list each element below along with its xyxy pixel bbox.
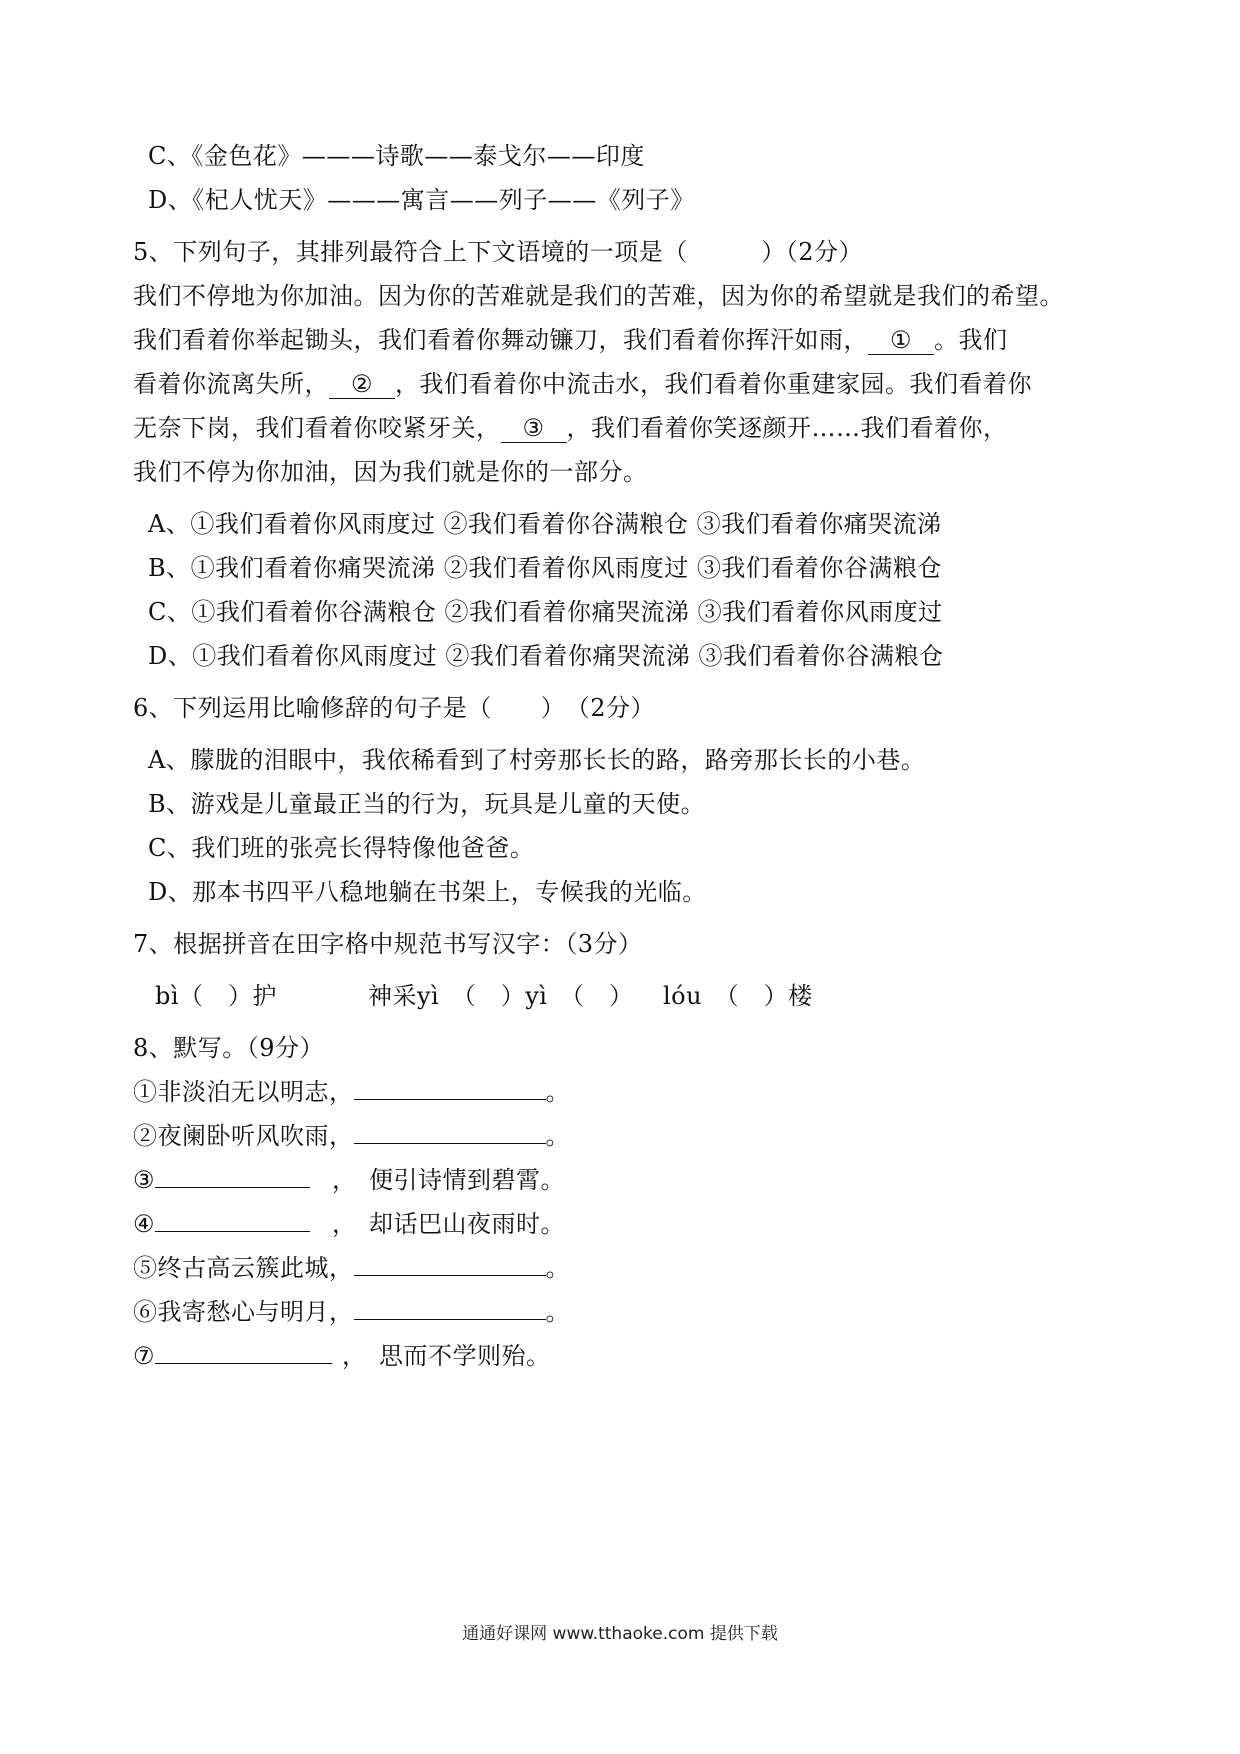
q5-stem: 5、下列句子，其排列最符合上下文语境的一项是（ ）（2分） xyxy=(133,238,864,266)
answer-blank-6[interactable] xyxy=(354,1297,546,1320)
q7-stem: 7、根据拼音在田字格中规范书写汉字：（3分） xyxy=(133,930,643,958)
poem-text: ②夜阑卧听风吹雨， xyxy=(133,1122,354,1150)
answer-blank-1[interactable] xyxy=(354,1077,546,1100)
q6-option-a[interactable]: A、朦胧的泪眼中，我依稀看到了村旁那长长的路，路旁那长长的小巷。 xyxy=(148,746,926,774)
q5-option-c[interactable]: C、①我们看着你谷满粮仓 ②我们看着你痛哭流涕 ③我们看着你风雨度过 xyxy=(148,598,943,626)
q5-passage-line-3 xyxy=(133,368,1032,400)
q8-stem: 8、默写。（9分） xyxy=(133,1034,325,1062)
poem-text: ， 思而不学则殆。 xyxy=(342,1342,551,1370)
answer-blank-7[interactable] xyxy=(155,1341,332,1364)
blank-1-marker: ① xyxy=(868,326,934,355)
q7-item-2[interactable]: 神采yì （ ）yì （ ） xyxy=(368,982,634,1010)
page-footer: 通通好课网 www.tthaoke.com 提供下载 xyxy=(462,1624,778,1644)
item-number: ③ xyxy=(133,1166,156,1194)
passage-text: 我们看着你举起锄头，我们看着你舞动镰刀，我们看着你挥汗如雨， xyxy=(133,326,868,354)
q5-passage-line-5: 我们不停为你加油，因为我们就是你的一部分。 xyxy=(133,458,648,486)
blank-2[interactable] xyxy=(329,368,395,400)
poem-text: ①非淡泊无以明志， xyxy=(133,1078,354,1106)
passage-text: ，我们看着你中流击水，我们看着你重建家园。我们看着你 xyxy=(395,370,1033,398)
q6-option-c[interactable]: C、我们班的张亮长得特像他爸爸。 xyxy=(148,834,535,862)
poem-text: ⑥我寄愁心与明月， xyxy=(133,1298,354,1326)
q8-line-2 xyxy=(133,1120,570,1152)
q6-stem: 6、下列运用比喻修辞的句子是（ ） （2分） xyxy=(133,694,656,722)
period: 。 xyxy=(545,1254,570,1282)
blank-1[interactable] xyxy=(868,324,934,356)
q5-option-b[interactable]: B、①我们看着你痛哭流涕 ②我们看着你风雨度过 ③我们看着你谷满粮仓 xyxy=(148,554,942,582)
passage-text: 。我们 xyxy=(934,326,1008,354)
passage-text: 无奈下岗，我们看着你咬紧牙关， xyxy=(133,414,501,442)
poem-text: ⑤终古高云簇此城， xyxy=(133,1254,354,1282)
q8-line-3 xyxy=(133,1164,565,1196)
q5-option-a[interactable]: A、①我们看着你风雨度过 ②我们看着你谷满粮仓 ③我们看着你痛哭流涕 xyxy=(148,510,942,538)
answer-blank-4[interactable] xyxy=(155,1209,310,1232)
poem-text: ， 便引诗情到碧霄。 xyxy=(332,1166,566,1194)
item-number: ⑦ xyxy=(133,1342,156,1370)
q5-option-d[interactable]: D、①我们看着你风雨度过 ②我们看着你痛哭流涕 ③我们看着你谷满粮仓 xyxy=(148,642,944,670)
q6-option-d[interactable]: D、那本书四平八稳地躺在书架上，专候我的光临。 xyxy=(148,878,707,906)
q5-passage-line-1: 我们不停地为你加油。因为你的苦难就是我们的苦难，因为你的希望就是我们的希望。 xyxy=(133,282,1064,310)
answer-blank-2[interactable] xyxy=(354,1121,546,1144)
q7-item-1[interactable]: bì（ ）护 xyxy=(155,982,278,1010)
q5-passage-line-2 xyxy=(133,324,1008,356)
q5-passage-line-4 xyxy=(133,412,1008,444)
passage-text: 看着你流离失所， xyxy=(133,370,329,398)
passage-text: ，我们看着你笑逐颜开……我们看着你， xyxy=(566,414,1008,442)
q6-option-b[interactable]: B、游戏是儿童最正当的行为，玩具是儿童的天使。 xyxy=(148,790,706,818)
answer-blank-3[interactable] xyxy=(155,1165,310,1188)
q8-line-1 xyxy=(133,1076,570,1108)
option-d-prev: D、《杞人忧天》———寓言——列子——《列子》 xyxy=(148,186,695,214)
period: 。 xyxy=(545,1298,570,1326)
blank-3-marker: ③ xyxy=(501,414,567,443)
answer-blank-5[interactable] xyxy=(354,1253,546,1276)
item-number: ④ xyxy=(133,1210,156,1238)
poem-text: ， 却话巴山夜雨时。 xyxy=(332,1210,566,1238)
q8-line-7 xyxy=(133,1340,551,1372)
q7-item-3[interactable]: lóu （ ）楼 xyxy=(663,982,813,1010)
q8-line-5 xyxy=(133,1252,570,1284)
blank-2-marker: ② xyxy=(329,370,395,399)
period: 。 xyxy=(545,1078,570,1106)
blank-3[interactable] xyxy=(501,412,567,444)
q8-line-6 xyxy=(133,1296,570,1328)
option-c-prev: C、《金色花》———诗歌——泰戈尔——印度 xyxy=(148,142,645,170)
q8-line-4 xyxy=(133,1208,565,1240)
period: 。 xyxy=(545,1122,570,1150)
